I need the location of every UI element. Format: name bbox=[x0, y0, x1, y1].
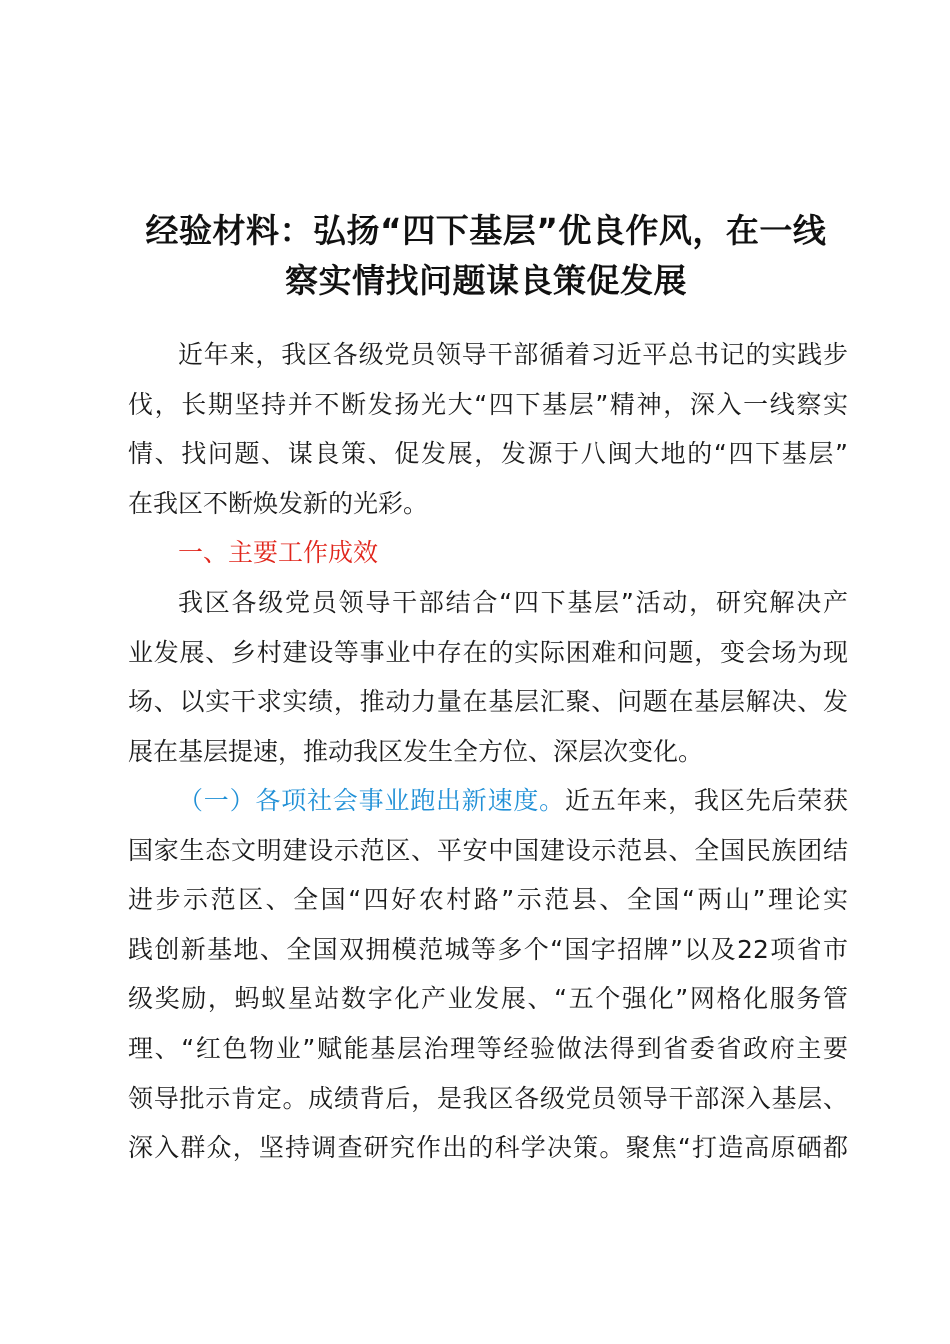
paragraph-line: 展在基层提速，推动我区发生全方位、深层次变化。 bbox=[128, 736, 704, 766]
paragraph-line: 伐，长期坚持并不断发扬光大“四下基层”精神，深入一线察实 bbox=[128, 389, 848, 419]
paragraph-line: 践创新基地、全国双拥模范城等多个“国字招牌”以及22项省市 bbox=[128, 934, 848, 964]
paragraph-line: 场、以实干求实绩，推动力量在基层汇聚、问题在基层解决、发 bbox=[128, 687, 848, 717]
paragraph-line: 我区各级党员领导干部结合“四下基层”活动，研究解决产 bbox=[178, 588, 848, 617]
paragraph-line: 国家生态文明建设示范区、平安中国建设示范县、全国民族团结 bbox=[128, 835, 848, 865]
subheading: （一）各项社会事业跑出新速度。 bbox=[178, 786, 565, 815]
paragraph-line: 业发展、乡村建设等事业中存在的实际困难和问题，变会场为现 bbox=[128, 637, 848, 667]
paragraph-line: 在我区不断焕发新的光彩。 bbox=[128, 488, 429, 518]
title-line-1: 经验材料：弘扬“四下基层”优良作风，在一线 bbox=[145, 211, 827, 250]
paragraph-social-progress bbox=[128, 776, 848, 1173]
section-heading: 一、主要工作成效 bbox=[178, 538, 379, 567]
paragraph-line: 深入群众，坚持调查研究作出的科学决策。聚焦“打造高原硒都 bbox=[128, 1133, 848, 1163]
paragraph-line: 级奖励，蚂蚁星站数字化产业发展、“五个强化”网格化服务管 bbox=[128, 984, 848, 1014]
paragraph-line: 情、找问题、谋良策、促发展，发源于八闽大地的“四下基层” bbox=[128, 439, 848, 469]
paragraph-line: 理、“红色物业”赋能基层治理等经验做法得到省委省政府主要 bbox=[128, 1033, 848, 1063]
paragraph-line: 进步示范区、全国“四好农村路”示范县、全国“两山”理论实 bbox=[128, 885, 848, 915]
paragraph-text: 近五年来，我区先后荣获 bbox=[564, 786, 848, 815]
paragraph-line bbox=[128, 776, 848, 826]
paragraph-achievements bbox=[128, 578, 848, 776]
paragraph-line: 领导批示肯定。成绩背后，是我区各级党员领导干部深入基层、 bbox=[128, 1083, 848, 1113]
paragraph-intro bbox=[128, 330, 848, 528]
title-line-2: 察实情找问题谋良策促发展 bbox=[285, 261, 687, 300]
document-title bbox=[96, 206, 876, 306]
paragraph-line: 近年来，我区各级党员领导干部循着习近平总书记的实践步 bbox=[178, 340, 848, 369]
